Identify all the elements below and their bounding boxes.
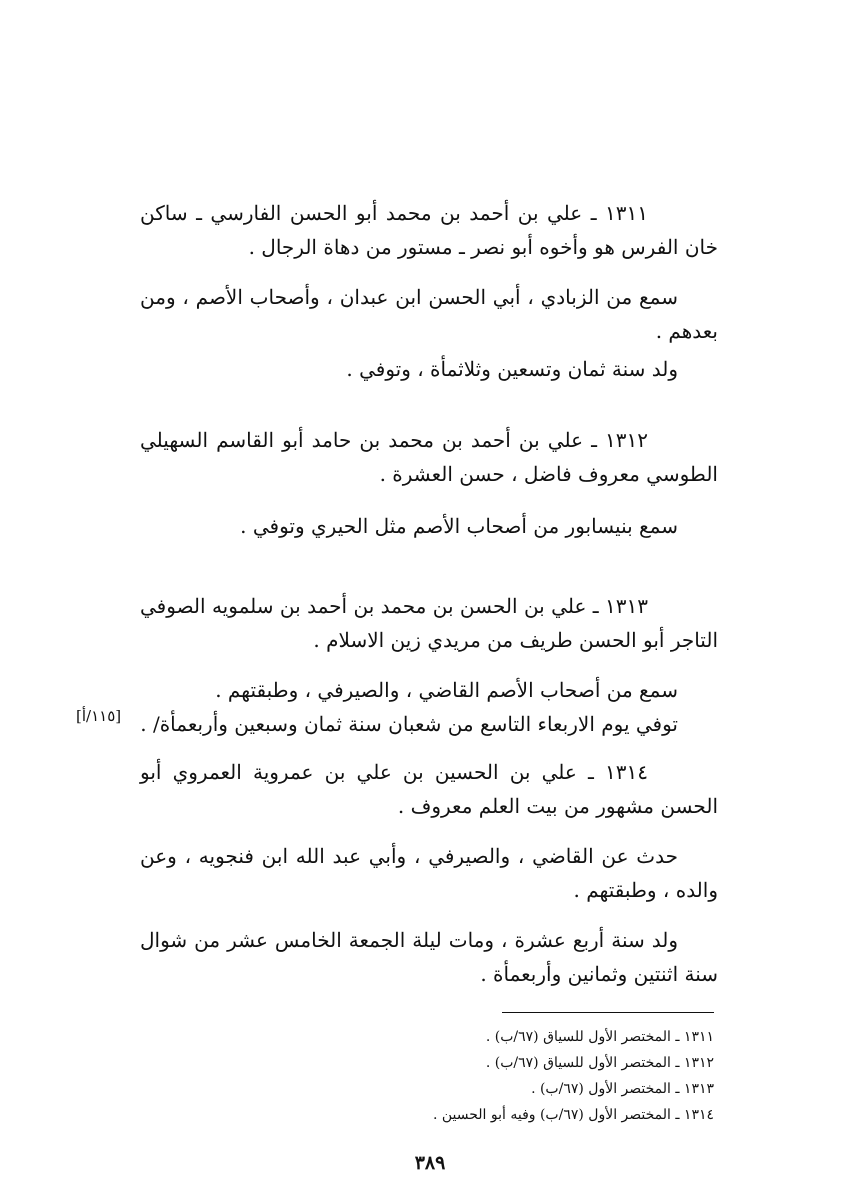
page-number: ٣٨٩ bbox=[414, 1152, 446, 1174]
entry-1311 bbox=[140, 196, 718, 386]
footnote-divider bbox=[502, 1012, 714, 1013]
entry-paragraph: ولد سنة أربع عشرة ، ومات ليلة الجمعة الخامس عشر من شوال سنة اثنتين وثمانين وأربعمأة . bbox=[140, 928, 718, 986]
entry-1313 bbox=[140, 589, 718, 741]
footnote-item: ١٣١٢ ـ المختصر الأول للسياق (٦٧/ب) . bbox=[485, 1055, 714, 1071]
footnote-item: ١٣١١ ـ المختصر الأول للسياق (٦٧/ب) . bbox=[485, 1029, 714, 1045]
entry-paragraph: ولد سنة ثمان وتسعين وثلاثمأة ، وتوفي . bbox=[346, 357, 678, 381]
entry-paragraph: سمع من الزبادي ، أبي الحسن ابن عبدان ، وأصحاب الأصم ، ومن بعدهم . bbox=[140, 285, 718, 343]
footnote-item: ١٣١٣ ـ المختصر الأول (٦٧/ب) . bbox=[531, 1081, 714, 1097]
entry-paragraph: سمع من أصحاب الأصم القاضي ، والصيرفي ، وطبقتهم . bbox=[215, 678, 678, 702]
entry-paragraph: حدث عن القاضي ، والصيرفي ، وأبي عبد الله ابن فنجويه ، وعن والده ، وطبقتهم . bbox=[140, 844, 718, 902]
entry-heading: ١٣١٢ ـ علي بن أحمد بن محمد بن حامد أبو القاسم السهيلي الطوسي معروف فاضل ، حسن العشرة . bbox=[140, 428, 718, 486]
entry-paragraph: سمع بنيسابور من أصحاب الأصم مثل الحيري وتوفي . bbox=[240, 514, 678, 538]
entry-1312 bbox=[140, 423, 718, 543]
entry-heading: ١٣١١ ـ علي بن أحمد بن محمد أبو الحسن الفارسي ـ ساكن خان الفرس هو وأخوه أبو نصر ـ مستور من دهاة الرجال . bbox=[140, 201, 718, 259]
footnote-item: ١٣١٤ ـ المختصر الأول (٦٧/ب) وفيه أبو الحسين . bbox=[432, 1107, 714, 1123]
manuscript-folio-marker: [١١٥/أ] bbox=[76, 707, 122, 725]
entry-paragraph: توفي يوم الاربعاء التاسع من شعبان سنة ثمان وسبعين وأربعمأة/ . bbox=[140, 712, 678, 736]
entry-heading: ١٣١٤ ـ علي بن الحسين بن علي بن عمروية العمروي أبو الحسن مشهور من بيت العلم معروف . bbox=[140, 760, 718, 818]
entry-1314 bbox=[140, 755, 718, 991]
entry-heading: ١٣١٣ ـ علي بن الحسن بن محمد بن أحمد بن سلمويه الصوفي التاجر أبو الحسن طريف من مريدي زين الاسلام . bbox=[140, 594, 718, 652]
footnotes bbox=[380, 1024, 714, 1128]
